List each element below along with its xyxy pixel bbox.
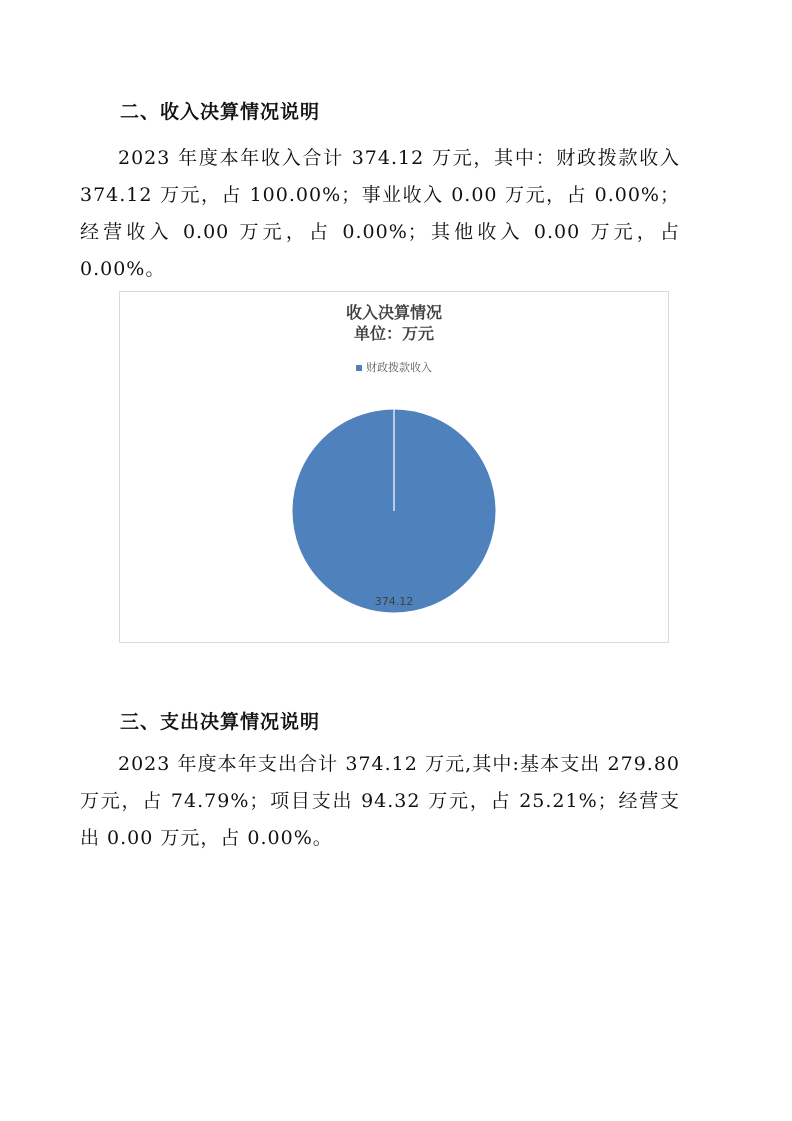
expense-paragraph: 2023 年度本年支出合计 374.12 万元,其中:基本支出 279.80 万元，占 74.79%；项目支出 94.32 万元，占 25.21%；经营支出 0.00 万元，占 0.00%。 <box>80 753 680 849</box>
income-paragraph: 2023 年度本年收入合计 374.12 万元，其中：财政拨款收入 374.12 万元，占 100.00%；事业收入 0.00 万元，占 0.00%；经营收入 0.00 万元，占 0.00%；其他收入 0.00 万元，占 0.00%。 <box>80 147 680 280</box>
legend-label: 财政拨款收入 <box>366 361 432 374</box>
section-heading-income: 二、收入决算情况说明 <box>120 101 321 123</box>
chart-title: 收入决算情况 <box>345 303 442 322</box>
section-heading-expense: 三、支出决算情况说明 <box>120 711 321 733</box>
income-chart <box>119 291 669 643</box>
pie-data-label-0: 374.12 <box>374 595 414 608</box>
pie-chart <box>120 292 668 642</box>
chart-subtitle: 单位：万元 <box>353 324 434 343</box>
